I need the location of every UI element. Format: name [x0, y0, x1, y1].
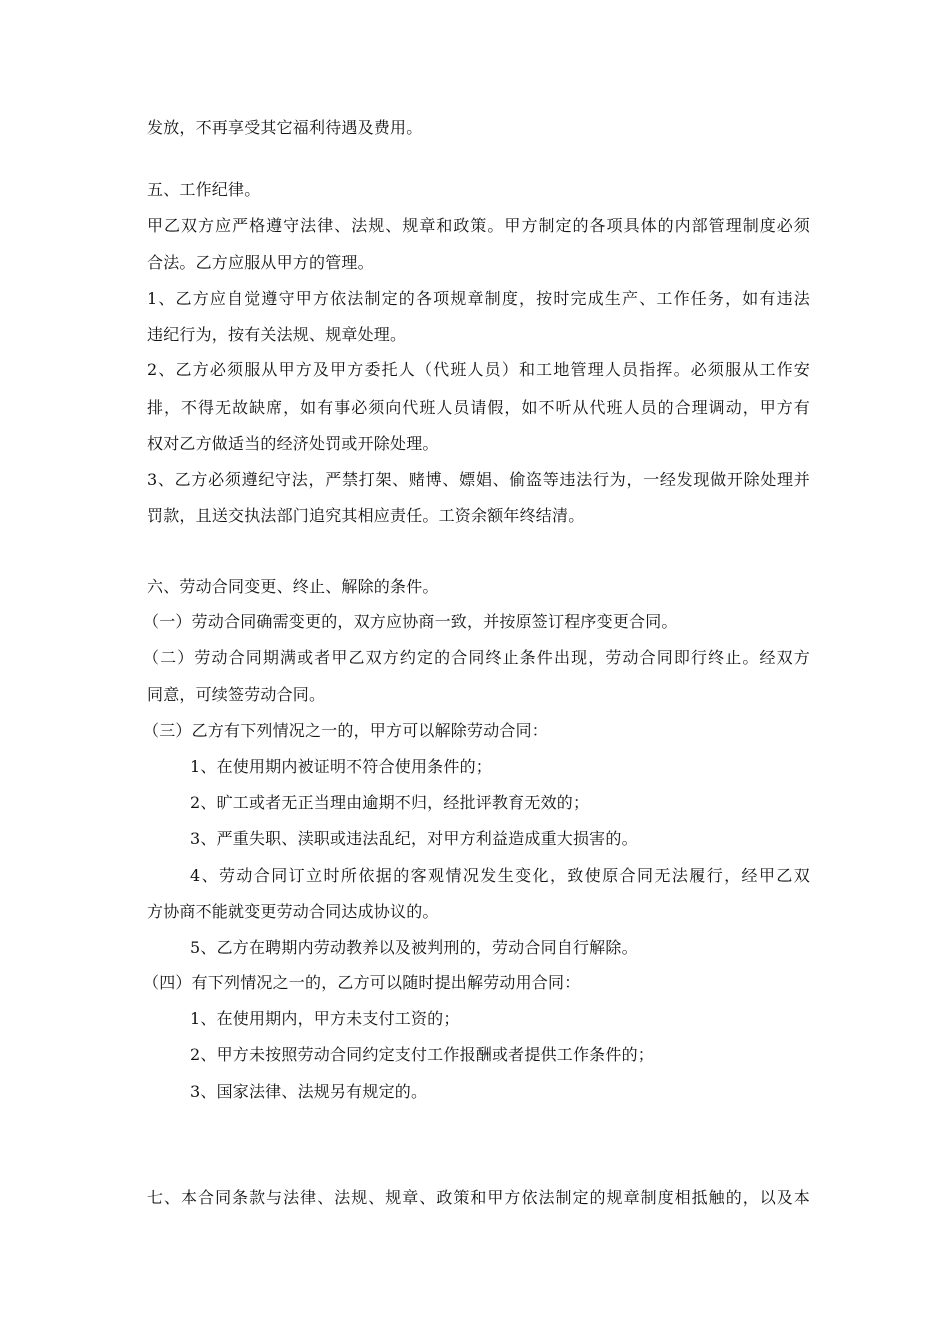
text-line: （三）乙方有下列情况之一的，甲方可以解除劳动合同： — [143, 721, 549, 740]
section-heading-5: 五、工作纪律。 — [147, 180, 261, 199]
text-line: （一）劳动合同确需变更的，双方应协商一致，并按原签订程序变更合同。 — [143, 612, 678, 631]
text-line: （二）劳动合同期满或者甲乙双方约定的合同终止条件出现，劳动合同即行终止。经双方 — [143, 648, 810, 667]
text-line: 违纪行为，按有关法规、规章处理。 — [147, 325, 407, 344]
text-line: 罚款，且送交执法部门追究其相应责任。工资余额年终结清。 — [147, 506, 585, 525]
list-item: 2、甲方未按照劳动合同约定支付工作报酬或者提供工作条件的； — [190, 1045, 654, 1064]
list-item: 1、在使用期内，甲方未支付工资的； — [190, 1009, 460, 1028]
text-line: 发放，不再享受其它福利待遇及费用。 — [147, 118, 423, 137]
text-line: 1、乙方应自觉遵守甲方依法制定的各项规章制度，按时完成生产、工作任务，如有违法 — [147, 289, 810, 308]
text-line: 2、乙方必须服从甲方及甲方委托人（代班人员）和工地管理人员指挥。必须服从工作安 — [147, 360, 810, 379]
list-item: 4、劳动合同订立时所依据的客观情况发生变化，致使原合同无法履行，经甲乙双 — [190, 866, 810, 885]
list-item: 5、乙方在聘期内劳动教养以及被判刑的，劳动合同自行解除。 — [190, 938, 638, 957]
text-line: 同意，可续签劳动合同。 — [147, 685, 326, 704]
list-item: 3、国家法律、法规另有规定的。 — [190, 1082, 428, 1101]
section-heading-7: 七、本合同条款与法律、法规、规章、政策和甲方依法制定的规章制度相抵触的，以及本 — [147, 1188, 810, 1207]
section-heading-6: 六、劳动合同变更、终止、解除的条件。 — [147, 577, 439, 596]
list-item: 1、在使用期内被证明不符合使用条件的； — [190, 757, 492, 776]
text-line: 排，不得无故缺席，如有事必须向代班人员请假，如不听从代班人员的合理调动，甲方有 — [147, 398, 810, 417]
list-item: 3、严重失职、渎职或违法乱纪，对甲方利益造成重大损害的。 — [190, 829, 638, 848]
text-line: 合法。乙方应服从甲方的管理。 — [147, 253, 374, 272]
text-line: （四）有下列情况之一的，乙方可以随时提出解劳动用合同： — [143, 973, 581, 992]
list-item: 2、旷工或者无正当理由逾期不归，经批评教育无效的； — [190, 793, 590, 812]
text-line: 3、乙方必须遵纪守法，严禁打架、赌博、嫖娼、偷盗等违法行为，一经发现做开除处理并 — [147, 470, 810, 489]
text-line: 方协商不能就变更劳动合同达成协议的。 — [147, 902, 439, 921]
text-line: 权对乙方做适当的经济处罚或开除处理。 — [147, 434, 439, 453]
text-line: 甲乙双方应严格遵守法律、法规、规章和政策。甲方制定的各项具体的内部管理制度必须 — [147, 216, 810, 235]
